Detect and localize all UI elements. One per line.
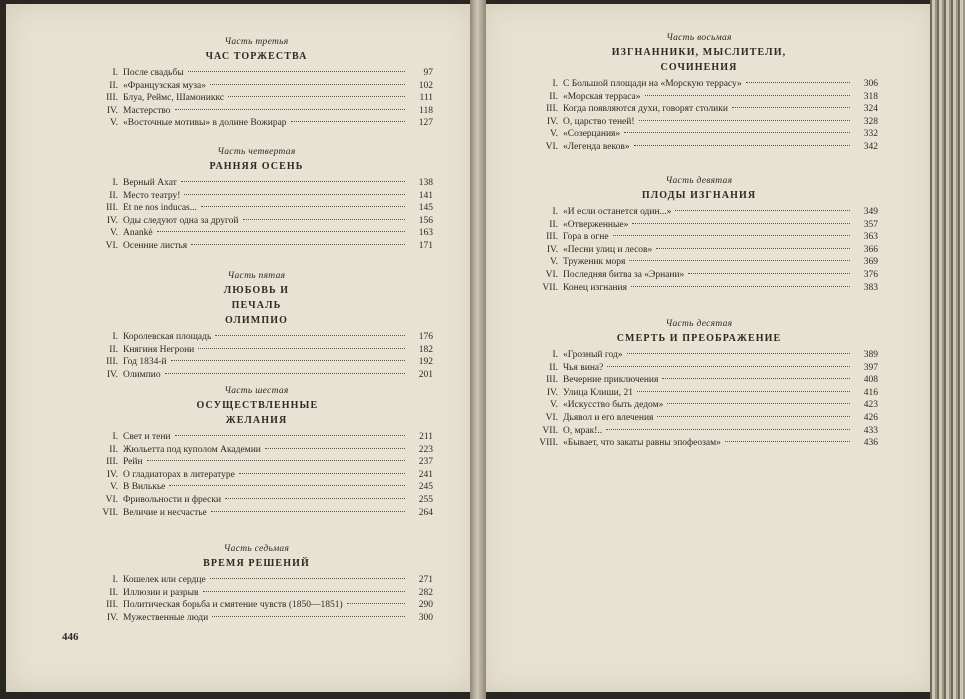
toc-entry: [80, 117, 433, 130]
chapter-number: II.: [549, 91, 558, 102]
chapter-number: III.: [106, 93, 118, 104]
toc-entry: [520, 269, 878, 282]
chapter-number: I.: [112, 432, 118, 442]
chapter-title: После свадьбы: [123, 68, 184, 78]
chapter-page: 102: [418, 80, 433, 91]
chapter-title: «И если останется один...»: [563, 207, 672, 217]
toc-entry: [520, 349, 878, 362]
part-label: Часть седьмая: [223, 544, 290, 554]
dot-leader: [239, 473, 405, 474]
chapter-page: 426: [863, 412, 878, 423]
chapter-number: II.: [109, 587, 118, 598]
chapter-title: Мастерство: [123, 105, 171, 116]
chapter-title: Год 1834-й: [123, 357, 167, 368]
toc-entry: [80, 574, 433, 587]
chapter-page: 328: [863, 116, 878, 127]
chapter-page: 363: [863, 232, 878, 243]
dot-leader: [175, 109, 405, 110]
chapter-title: «Морская терраса»: [563, 91, 641, 102]
chapter-title: Политическая борьба и смятение чувств (1850—1851): [123, 600, 343, 611]
chapter-number: I.: [112, 178, 118, 188]
chapter-title: «Восточные мотивы» в долине Вожирар: [123, 118, 287, 129]
dot-leader: [746, 82, 850, 83]
chapter-page: 416: [863, 387, 878, 398]
chapter-number: II.: [549, 219, 558, 230]
chapter-number: V.: [549, 257, 558, 268]
dot-leader: [725, 441, 850, 442]
toc-entry: [80, 469, 433, 482]
chapter-title: «Легенда веков»: [563, 141, 630, 152]
toc-entry: [520, 362, 878, 375]
dot-leader: [613, 235, 850, 236]
toc-entry: [80, 369, 433, 382]
chapter-page: 211: [419, 432, 433, 442]
chapter-title: «Французская муза»: [123, 80, 207, 91]
toc-entry: [80, 240, 433, 253]
section-title: СМЕРТЬ И ПРЕОБРАЖЕНИЕ: [616, 333, 782, 344]
toc-section: [520, 318, 878, 450]
toc-entry: [520, 78, 878, 91]
chapter-page: 245: [418, 482, 433, 493]
chapter-title: Оды следуют одна за другой: [123, 215, 239, 226]
toc-entry: [80, 344, 433, 357]
chapter-title: Величие и несчастье: [123, 507, 207, 518]
toc-entry: [80, 227, 433, 240]
dot-leader: [175, 435, 405, 436]
chapter-number: III.: [106, 357, 118, 368]
chapter-title: Фривольности и фрески: [123, 494, 222, 505]
chapter-title: Anankè: [123, 228, 153, 239]
chapter-number: II.: [109, 190, 118, 201]
chapter-title: В Вилькье: [123, 482, 166, 493]
dot-leader: [607, 366, 850, 367]
chapter-page: 163: [418, 228, 433, 239]
toc-entry: [80, 599, 433, 612]
chapter-title: Кошелек или сердце: [123, 575, 206, 585]
dot-leader: [211, 511, 405, 512]
chapter-number: IV.: [546, 387, 558, 398]
dot-leader: [265, 448, 405, 449]
chapter-title: «Бывает, что закаты равны эпофеозам»: [563, 438, 721, 449]
part-label: Часть десятая: [665, 319, 733, 329]
toc-entry: [520, 103, 878, 116]
dot-leader: [657, 416, 850, 417]
chapter-number: VI.: [105, 240, 118, 251]
toc-section: [80, 543, 433, 624]
chapter-title: Княгиня Негрони: [123, 344, 195, 355]
toc-entry: [520, 128, 878, 141]
toc-entry: [520, 412, 878, 425]
chapter-number: VII.: [102, 507, 118, 518]
chapter-number: II.: [109, 444, 118, 455]
toc-entry: [80, 177, 433, 190]
chapter-page: 241: [418, 469, 433, 480]
section-title: ПЛОДЫ ИЗГНАНИЯ: [641, 190, 757, 201]
chapter-number: II.: [109, 80, 118, 91]
dot-leader: [165, 373, 405, 374]
chapter-title: Чья вина?: [563, 362, 604, 373]
chapter-page: 145: [418, 203, 433, 214]
toc-entry: [80, 481, 433, 494]
toc-entry: [80, 356, 433, 369]
chapter-number: I.: [112, 332, 118, 342]
chapter-page: 201: [418, 369, 433, 380]
chapter-page: 171: [418, 240, 433, 251]
dot-leader: [631, 286, 850, 287]
dot-leader: [184, 194, 405, 195]
chapter-title: Рейн: [123, 457, 143, 468]
page-number: 446: [62, 631, 79, 643]
dot-leader: [228, 96, 405, 97]
chapter-number: VII.: [542, 282, 558, 293]
chapter-title: Когда появляются духи, говорят столики: [563, 104, 728, 115]
chapter-page: 138: [418, 178, 433, 188]
dot-leader: [629, 260, 850, 261]
chapter-list: [520, 78, 878, 154]
chapter-number: I.: [552, 207, 558, 217]
toc-entry: [80, 202, 433, 215]
toc-entry: [520, 231, 878, 244]
chapter-number: VI.: [545, 269, 558, 280]
chapter-number: VIII.: [539, 438, 558, 449]
chapter-page: 436: [863, 438, 878, 449]
dot-leader: [188, 71, 405, 72]
chapter-number: III.: [546, 104, 558, 115]
chapter-number: II.: [549, 362, 558, 373]
toc-entry: [80, 507, 433, 520]
toc-entry: [520, 244, 878, 257]
chapter-page: 192: [418, 357, 433, 368]
chapter-title: Конец изгнания: [563, 282, 627, 293]
chapter-title: Свет и тени: [123, 432, 171, 442]
chapter-title: Иллюзии и разрыв: [123, 587, 199, 598]
dot-leader: [645, 95, 851, 96]
dot-leader: [606, 429, 850, 430]
dot-leader: [656, 248, 850, 249]
chapter-page: 300: [418, 612, 433, 623]
toc-entry: [80, 67, 433, 80]
chapter-number: III.: [546, 232, 558, 243]
chapter-number: IV.: [106, 612, 118, 623]
dot-leader: [243, 219, 406, 220]
section-title: ЛЮБОВЬ И ПЕЧАЛЬ ОЛИМПИО: [223, 285, 290, 326]
chapter-title: Олимпио: [123, 369, 161, 380]
chapter-title: Мужественные люди: [123, 612, 209, 623]
dot-leader: [637, 391, 850, 392]
toc-entry: [80, 92, 433, 105]
chapter-number: V.: [109, 482, 118, 493]
toc-entry: [520, 91, 878, 104]
chapter-title: Труженик моря: [563, 257, 626, 268]
part-label: Часть девятая: [665, 176, 733, 186]
dot-leader: [212, 616, 405, 617]
toc-entry: [80, 431, 433, 444]
part-label: Часть пятая: [227, 271, 286, 281]
chapter-page: 271: [418, 575, 433, 585]
dot-leader: [203, 591, 405, 592]
chapter-number: IV.: [546, 244, 558, 255]
chapter-number: VI.: [545, 141, 558, 152]
chapter-title: Королевская площадь: [123, 332, 212, 342]
part-label: Часть третья: [224, 37, 289, 47]
toc-entry: [520, 141, 878, 154]
chapter-page: 141: [418, 190, 433, 201]
chapter-title: Осенние листья: [123, 240, 188, 251]
section-title: ЧАС ТОРЖЕСТВА: [205, 51, 308, 62]
toc-entry: [80, 612, 433, 625]
chapter-page: 111: [419, 93, 433, 104]
chapter-title: Жюльетта под куполом Академии: [123, 444, 261, 455]
toc-section: [80, 385, 433, 519]
dot-leader: [347, 603, 405, 604]
part-label: Часть четвертая: [217, 147, 296, 157]
chapter-page: 383: [863, 282, 878, 293]
dot-leader: [210, 84, 405, 85]
chapter-page: 369: [863, 257, 878, 268]
chapter-title: С Большой площади на «Морскую террасу»: [563, 79, 742, 89]
chapter-page: 376: [863, 269, 878, 280]
chapter-number: II.: [109, 344, 118, 355]
chapter-list: [80, 331, 433, 381]
dot-leader: [157, 231, 405, 232]
chapter-page: 290: [418, 600, 433, 611]
toc-entry: [520, 282, 878, 295]
section-title: ОСУЩЕСТВЛЕННЫЕ ЖЕЛАНИЯ: [196, 400, 319, 426]
chapter-title: Улица Клиши, 21: [563, 387, 633, 398]
chapter-page: 357: [863, 219, 878, 230]
part-label: Часть шестая: [224, 386, 289, 396]
chapter-number: IV.: [106, 215, 118, 226]
chapter-page: 237: [418, 457, 433, 468]
chapter-title: «Грозный год»: [563, 350, 623, 360]
chapter-page: 223: [418, 444, 433, 455]
toc-entry: [520, 206, 878, 219]
chapter-title: «Созерцания»: [563, 129, 621, 140]
chapter-page: 366: [863, 244, 878, 255]
chapter-list: [80, 177, 433, 253]
chapter-page: 255: [418, 494, 433, 505]
chapter-number: III.: [106, 600, 118, 611]
dot-leader: [169, 485, 405, 486]
chapter-list: [520, 206, 878, 294]
chapter-list: [80, 67, 433, 130]
section-title: ВРЕМЯ РЕШЕНИЙ: [203, 558, 310, 569]
chapter-number: I.: [112, 68, 118, 78]
chapter-page: 176: [418, 332, 433, 342]
toc-section: [80, 146, 433, 253]
dot-leader: [201, 206, 405, 207]
dot-leader: [627, 353, 850, 354]
chapter-page: 127: [418, 118, 433, 129]
dot-leader: [210, 578, 405, 579]
dot-leader: [634, 145, 850, 146]
chapter-title: Дьявол и его влечения: [563, 412, 654, 423]
dot-leader: [667, 403, 850, 404]
toc-entry: [80, 331, 433, 344]
toc-entry: [80, 80, 433, 93]
chapter-title: Гора в огне: [563, 232, 609, 243]
section-title: ИЗГНАННИКИ, МЫСЛИТЕЛИ, СОЧИНЕНИЯ: [611, 47, 787, 73]
chapter-number: IV.: [546, 116, 558, 127]
dot-leader: [171, 360, 405, 361]
page-edges: [930, 0, 965, 699]
chapter-page: 282: [418, 587, 433, 598]
chapter-title: Верный Ахат: [123, 178, 177, 188]
toc-entry: [80, 456, 433, 469]
section-title: РАННЯЯ ОСЕНЬ: [209, 161, 304, 172]
chapter-page: 306: [863, 79, 878, 89]
chapter-number: V.: [109, 228, 118, 239]
chapter-page: 118: [419, 105, 433, 116]
chapter-title: О гладиаторах в литературе: [123, 469, 235, 480]
toc-entry: [520, 387, 878, 400]
chapter-page: 332: [863, 129, 878, 140]
toc-entry: [80, 587, 433, 600]
dot-leader: [191, 244, 405, 245]
toc-entry: [80, 444, 433, 457]
chapter-number: IV.: [106, 369, 118, 380]
chapter-title: «Песни улиц и лесов»: [563, 244, 653, 255]
chapter-page: 264: [418, 507, 433, 518]
chapter-number: VII.: [542, 425, 558, 436]
dot-leader: [688, 273, 850, 274]
chapter-list: [80, 431, 433, 519]
chapter-page: 182: [418, 344, 433, 355]
dot-leader: [662, 378, 850, 379]
toc-entry: [80, 494, 433, 507]
chapter-title: Вечерние приключения: [563, 375, 659, 386]
chapter-page: 408: [863, 375, 878, 386]
chapter-number: IV.: [106, 105, 118, 116]
toc-entry: [520, 425, 878, 438]
part-label: Часть восьмая: [666, 33, 732, 43]
dot-leader: [291, 121, 405, 122]
chapter-title: Место театру!: [123, 190, 181, 201]
chapter-title: Et ne nos inducas...: [123, 203, 197, 214]
chapter-page: 156: [418, 215, 433, 226]
chapter-title: «Отверженные»: [563, 219, 629, 230]
chapter-page: 349: [863, 207, 878, 217]
chapter-number: III.: [106, 457, 118, 468]
dot-leader: [639, 120, 851, 121]
chapter-number: IV.: [106, 469, 118, 480]
dot-leader: [632, 223, 850, 224]
book-gutter: [470, 0, 486, 699]
chapter-page: 324: [863, 104, 878, 115]
toc-entry: [520, 256, 878, 269]
toc-entry: [80, 190, 433, 203]
chapter-number: V.: [549, 129, 558, 140]
chapter-title: Последняя битва за «Эрнани»: [563, 269, 685, 280]
chapter-number: V.: [549, 400, 558, 411]
toc-entry: [80, 105, 433, 118]
toc-entry: [520, 374, 878, 387]
toc-entry: [520, 399, 878, 412]
chapter-number: VI.: [545, 412, 558, 423]
chapter-page: 433: [863, 425, 878, 436]
toc-entry: [520, 219, 878, 232]
toc-section: [80, 270, 433, 381]
chapter-title: Блуа, Реймс, Шамониккс: [123, 93, 225, 104]
chapter-number: III.: [546, 375, 558, 386]
dot-leader: [675, 210, 850, 211]
dot-leader: [198, 348, 405, 349]
chapter-number: VI.: [105, 494, 118, 505]
dot-leader: [624, 132, 850, 133]
toc-section: [520, 175, 878, 294]
toc-entry: [520, 116, 878, 129]
chapter-title: О, мрак!..: [563, 425, 603, 436]
chapter-page: 342: [863, 141, 878, 152]
chapter-page: 318: [863, 91, 878, 102]
dot-leader: [181, 181, 405, 182]
chapter-title: О, царство теней!: [563, 116, 635, 127]
toc-section: [520, 32, 878, 154]
dot-leader: [732, 107, 850, 108]
toc-entry: [80, 215, 433, 228]
chapter-list: [80, 574, 433, 624]
toc-entry: [520, 437, 878, 450]
chapter-page: 97: [423, 68, 433, 78]
chapter-number: V.: [109, 118, 118, 129]
chapter-title: «Искусство быть дедом»: [563, 400, 664, 411]
chapter-list: [520, 349, 878, 450]
dot-leader: [147, 460, 405, 461]
chapter-page: 423: [863, 400, 878, 411]
chapter-number: I.: [552, 350, 558, 360]
toc-section: [80, 36, 433, 130]
dot-leader: [215, 335, 405, 336]
chapter-number: I.: [552, 79, 558, 89]
chapter-page: 397: [863, 362, 878, 373]
chapter-number: I.: [112, 575, 118, 585]
dot-leader: [225, 498, 405, 499]
chapter-number: III.: [106, 203, 118, 214]
chapter-page: 389: [863, 350, 878, 360]
